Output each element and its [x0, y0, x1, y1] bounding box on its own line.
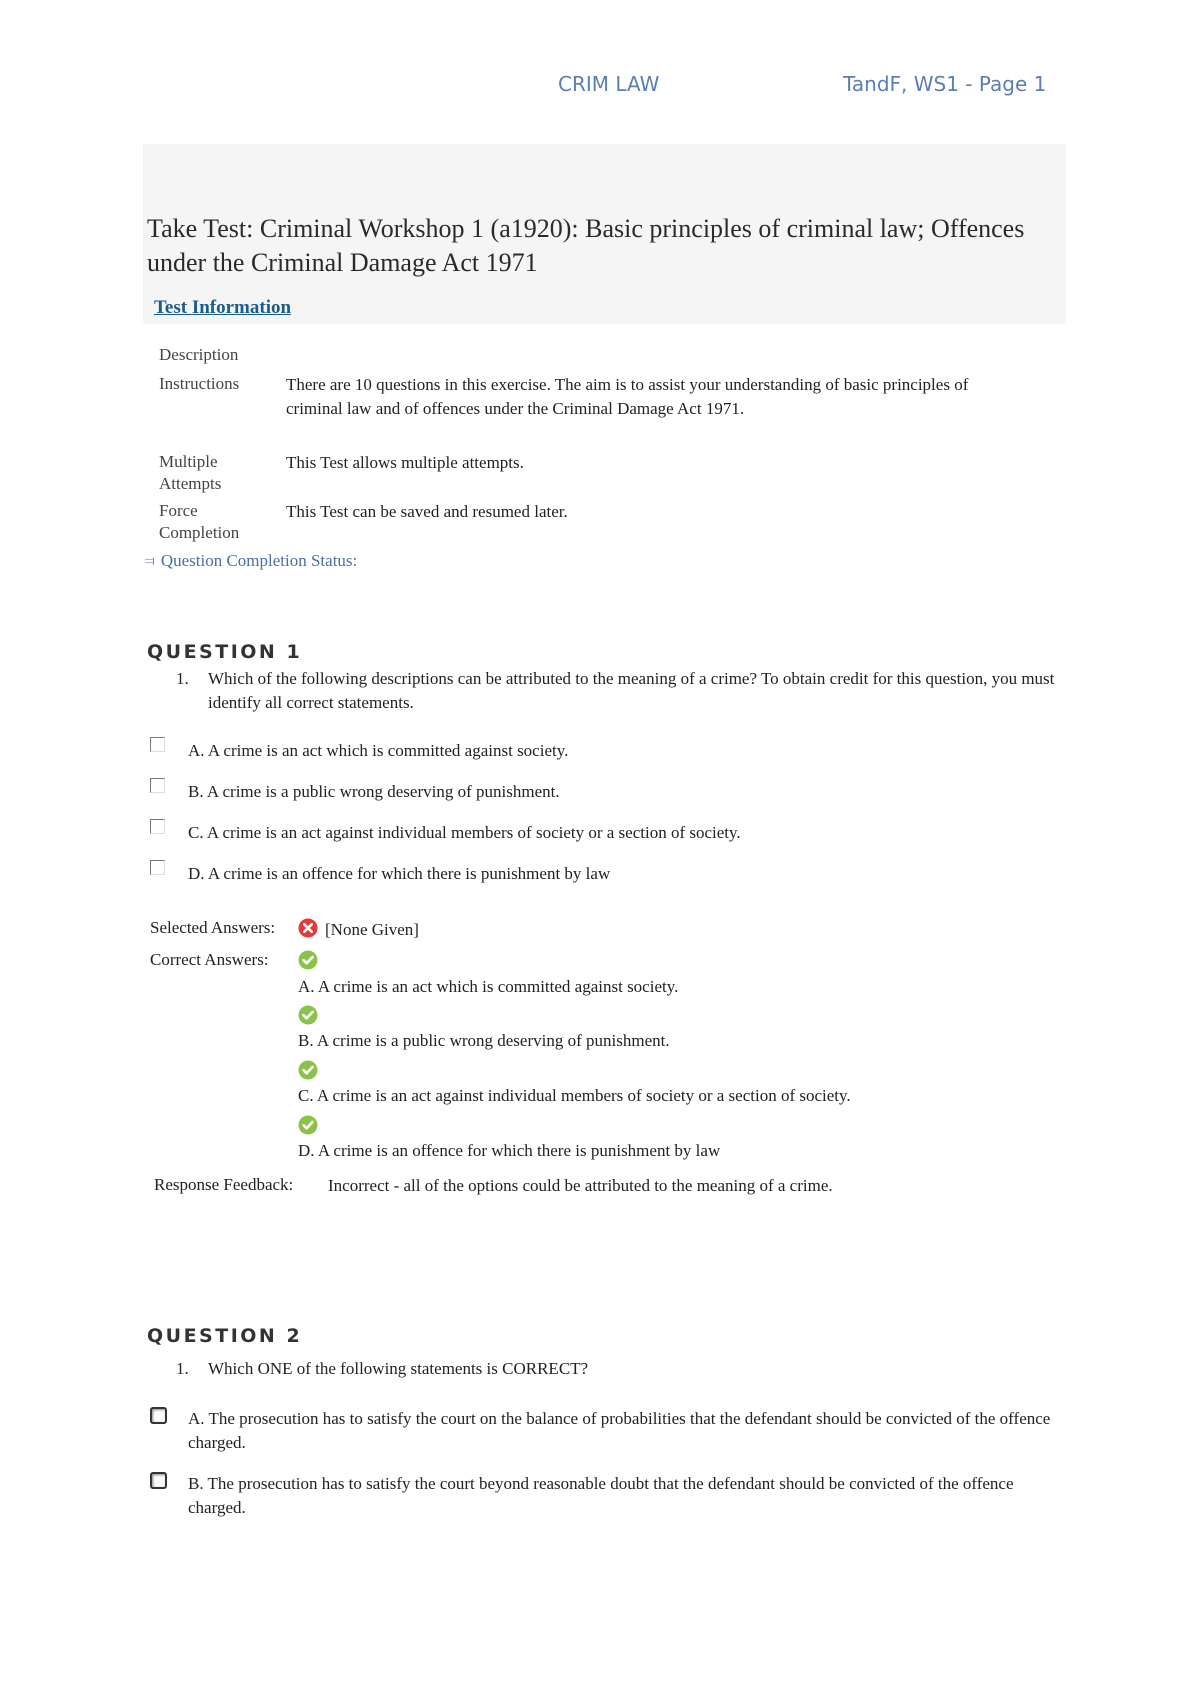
question-number: 1. — [176, 1359, 189, 1378]
question-prompt: Which of the following descriptions can be attributed to the meaning of a crime? To obtain credit for this question, you must identify all correct statements. — [208, 669, 1055, 712]
selected-answers-label: Selected Answers: — [150, 918, 276, 937]
correct-answer: A. A crime is an act which is committed against society. — [298, 977, 679, 996]
response-feedback-label: Response Feedback: — [154, 1175, 294, 1194]
question-completion-status-toggle[interactable] — [145, 551, 357, 571]
info-value: This Test can be saved and resumed later. — [286, 502, 568, 521]
question-prompt: Which ONE of the following statements is CORRECT? — [208, 1359, 589, 1378]
question-1-heading: QUESTION 1 — [147, 641, 303, 663]
selected-answers-value: [None Given] — [325, 920, 419, 939]
correct-answer: D. A crime is an offence for which there is punishment by law — [298, 1141, 721, 1160]
title-panel — [143, 144, 1066, 324]
option-checkbox[interactable] — [150, 778, 165, 793]
option-checkbox[interactable] — [150, 860, 165, 875]
correct-check-icon — [298, 1115, 318, 1135]
chevron-double-down-icon: ⫤ — [145, 553, 155, 568]
option-checkbox[interactable] — [150, 819, 165, 834]
correct-check-icon — [298, 1005, 318, 1025]
test-information-link[interactable]: Test Information — [154, 297, 292, 318]
option-radio[interactable] — [150, 1407, 167, 1424]
info-value: There are 10 questions in this exercise. The aim is to assist your understanding of basic principles of criminal law and of offences under the Criminal Damage Act 1971. — [286, 375, 969, 418]
option-radio[interactable] — [150, 1472, 167, 1489]
running-header — [0, 72, 1200, 102]
page-info: TandF, WS1 - Page 1 — [843, 72, 1047, 96]
option-label: B. A crime is a public wrong deserving of punishment. — [188, 782, 560, 801]
option-label: C. A crime is an act against individual members of society or a section of society. — [188, 823, 741, 842]
course-name: CRIM LAW — [558, 72, 660, 96]
option-label: D. A crime is an offence for which there is punishment by law — [188, 864, 611, 883]
correct-check-icon — [298, 1060, 318, 1080]
correct-answer: C. A crime is an act against individual members of society or a section of society. — [298, 1086, 851, 1105]
info-label: Description — [159, 345, 239, 364]
completion-status-label: Question Completion Status: — [160, 551, 358, 570]
option-label: A. A crime is an act which is committed against society. — [188, 741, 569, 760]
option-checkbox[interactable] — [150, 737, 165, 752]
response-feedback-text: Incorrect - all of the options could be attributed to the meaning of a crime. — [328, 1176, 833, 1195]
info-label: Instructions — [159, 374, 240, 393]
correct-check-icon — [298, 950, 318, 970]
page-title: Take Test: Criminal Workshop 1 (a1920): Basic principles of criminal law; Offences under the Criminal Damage Act 1971 — [147, 214, 1025, 277]
question-2-heading: QUESTION 2 — [147, 1325, 303, 1347]
info-label: Multiple Attempts — [159, 452, 222, 493]
correct-answer: B. A crime is a public wrong deserving of punishment. — [298, 1031, 670, 1050]
info-value: This Test allows multiple attempts. — [286, 453, 524, 472]
option-label: A. The prosecution has to satisfy the court on the balance of probabilities that the defendant should be convicted of the offence charged. — [188, 1409, 1051, 1452]
info-label: Force Completion — [159, 501, 240, 542]
question-number: 1. — [176, 669, 189, 688]
correct-answers-label: Correct Answers: — [150, 950, 269, 969]
incorrect-icon — [298, 918, 318, 938]
option-label: B. The prosecution has to satisfy the court beyond reasonable doubt that the defendant should be convicted of the offence charged. — [188, 1474, 1014, 1517]
